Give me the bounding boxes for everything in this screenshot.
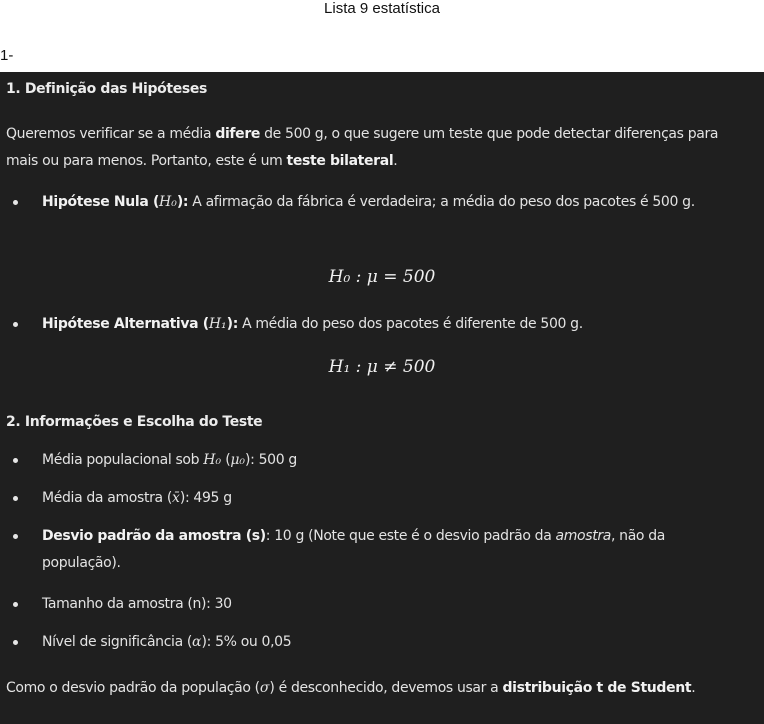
- list-item-sample-std: [42, 523, 747, 577]
- h1-description: A média do peso dos pacotes é diferente de 500 g.: [237, 316, 583, 332]
- item2-text-a: Média da amostra (: [42, 490, 172, 506]
- item3-text-b: , não da população).: [42, 528, 666, 571]
- item1-mu0-symbol: μ₀: [230, 452, 246, 468]
- list-item-null-hypothesis: [42, 189, 747, 216]
- conclusion-text-c: .: [691, 680, 696, 696]
- bullet-icon: [13, 200, 18, 205]
- list-item-population-mean: [42, 447, 747, 474]
- item3-bold: Desvio padrão da amostra (s): [42, 528, 266, 544]
- list-item-alternative-hypothesis: [42, 311, 747, 338]
- intro-text-2: de 500 g, o que sugere um teste que pode detectar diferenças para mais ou para menos. Portanto, este é um: [6, 126, 719, 169]
- bullet-icon: [13, 496, 18, 501]
- h1-symbol: H₁: [208, 316, 227, 332]
- intro-text-3: .: [393, 153, 398, 169]
- item1-text-b: (: [221, 452, 231, 468]
- document-title: Lista 9 estatística: [324, 0, 440, 17]
- h1-equation-text: H₁ : μ ≠ 500: [328, 357, 436, 377]
- conclusion-text-a: Como o desvio padrão da população (: [6, 680, 260, 696]
- item3-text-a: : 10 g (Note que este é o desvio padrão da: [265, 528, 556, 544]
- item2-text-b: ): 495 g: [179, 490, 232, 506]
- h0-symbol: H₀: [159, 194, 177, 210]
- h0-equation-text: H₀ : μ = 500: [328, 267, 436, 287]
- h1-label-end: ):: [226, 316, 238, 332]
- bullet-icon: [13, 322, 18, 327]
- intro-paragraph: [6, 121, 746, 175]
- item5-text-a: Nível de significância (: [42, 634, 193, 650]
- h0-label-end: ):: [176, 194, 189, 210]
- item2-xbar-symbol: x̄: [171, 490, 180, 506]
- bullet-icon: [13, 640, 18, 645]
- conclusion-bold: distribuição t de Student: [502, 680, 692, 696]
- intro-bold-differs: difere: [215, 126, 261, 142]
- section-title-hypotheses: 1. Definição das Hipóteses: [6, 81, 208, 97]
- item5-text-b: ): 5% ou 0,05: [201, 634, 292, 650]
- list-item-sample-size: Tamanho da amostra (n): 30: [42, 596, 232, 612]
- h1-equation: [0, 357, 764, 377]
- list-item-sample-mean: [42, 485, 747, 512]
- h0-equation: [0, 267, 764, 287]
- intro-text-1: Queremos verificar se a média: [6, 126, 216, 142]
- question-number: 1-: [0, 47, 14, 64]
- bullet-icon: [13, 458, 18, 463]
- bullet-icon: [13, 534, 18, 539]
- item1-h0-symbol: H₀: [203, 452, 222, 468]
- conclusion-text-b: ) é desconhecido, devemos usar a: [269, 680, 503, 696]
- conclusion-sigma-symbol: σ: [259, 680, 270, 696]
- list-item-significance: [42, 629, 747, 656]
- section-title-information: 2. Informações e Escolha do Teste: [6, 414, 263, 430]
- item3-italic: amostra: [555, 528, 611, 544]
- conclusion-paragraph: [6, 675, 746, 702]
- bullet-icon: [13, 602, 18, 607]
- item1-text-a: Média populacional sob: [42, 452, 204, 468]
- h0-label: Hipótese Nula (: [42, 194, 159, 210]
- intro-bold-bilateral: teste bilateral: [286, 153, 394, 169]
- item5-alpha-symbol: α: [192, 634, 202, 650]
- answer-panel: [0, 72, 764, 724]
- item1-text-c: ): 500 g: [245, 452, 297, 468]
- h0-description: A afirmação da fábrica é verdadeira; a média do peso dos pacotes é 500 g.: [188, 194, 695, 210]
- h1-label: Hipótese Alternativa (: [42, 316, 209, 332]
